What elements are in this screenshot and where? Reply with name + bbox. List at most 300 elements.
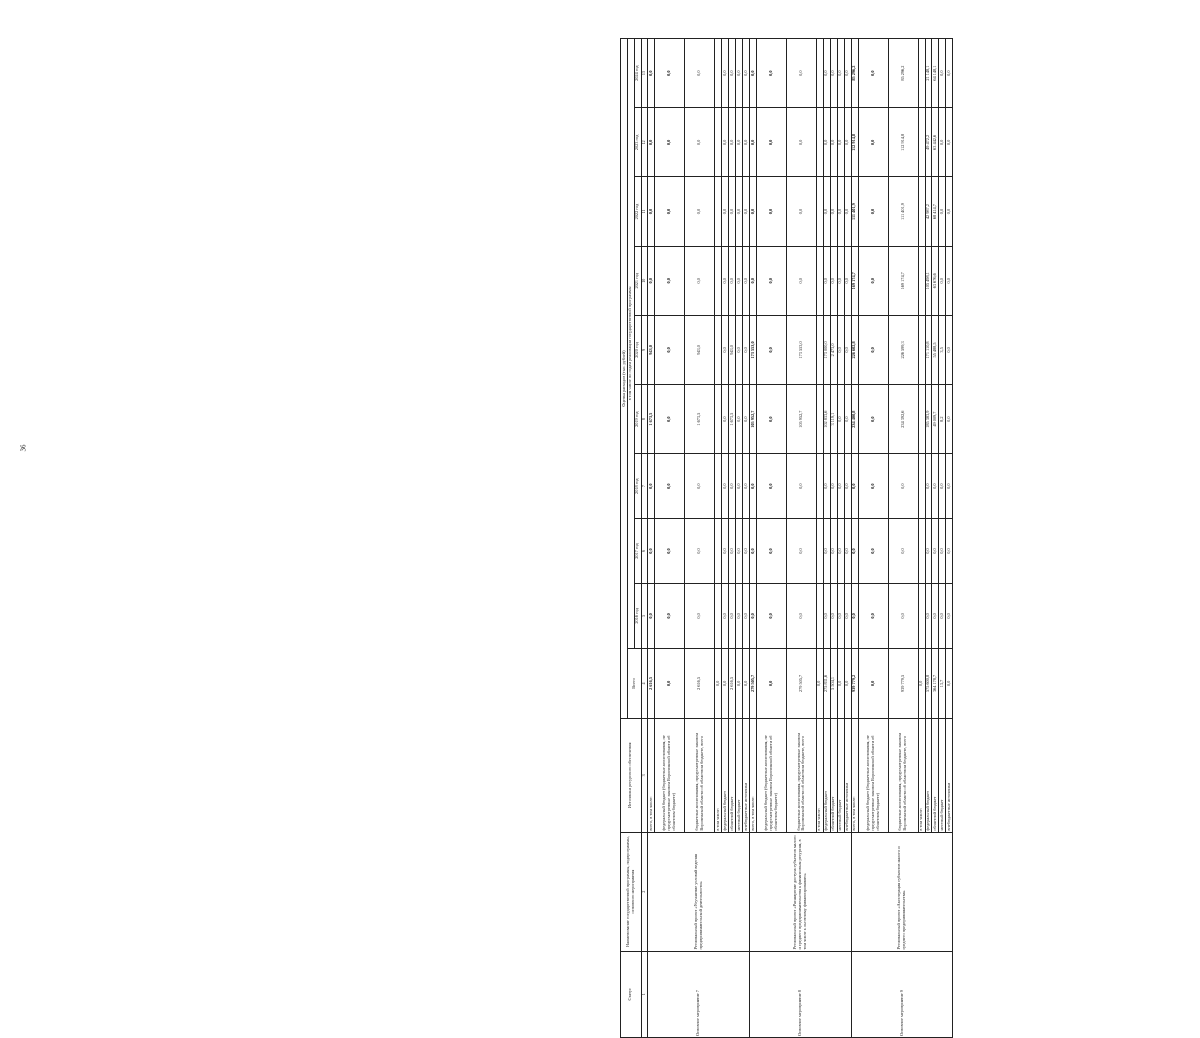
value-cell: 1 673,5 bbox=[685, 385, 715, 454]
value-cell: 0,0 bbox=[823, 108, 830, 177]
value-cell: 0,0 bbox=[756, 519, 786, 584]
value-cell: 0,0 bbox=[756, 648, 786, 718]
header-status: Статус bbox=[621, 951, 642, 1037]
value-cell: 0,0 bbox=[736, 315, 743, 384]
value-cell: 0,0 bbox=[648, 519, 655, 584]
value-cell: 0,0 bbox=[655, 583, 685, 648]
header-year: 2023 год bbox=[634, 108, 641, 177]
value-cell: 105 498,1 bbox=[925, 246, 932, 315]
value-cell: 0,0 bbox=[946, 648, 953, 718]
value-cell: 0,0 bbox=[729, 108, 736, 177]
value-cell: 0,0 bbox=[851, 454, 858, 519]
value-cell: 0,0 bbox=[743, 108, 750, 177]
value-cell: 0,0 bbox=[750, 454, 757, 519]
value-cell bbox=[816, 519, 823, 584]
value-cell: 21 148,1 bbox=[925, 39, 932, 108]
value-cell: 0,0 bbox=[816, 648, 823, 718]
value-cell: 0,0 bbox=[858, 39, 888, 108]
value-cell: 0,0 bbox=[756, 583, 786, 648]
value-cell: 85 296,2 bbox=[888, 39, 918, 108]
value-cell: 939 779,2 bbox=[851, 648, 858, 718]
value-cell: 0,0 bbox=[756, 39, 786, 108]
value-cell: 0,0 bbox=[743, 583, 750, 648]
value-cell: 0,0 bbox=[729, 454, 736, 519]
column-number: 7 bbox=[641, 454, 648, 519]
value-cell: 0,0 bbox=[939, 454, 946, 519]
value-cell: 0,0 bbox=[729, 583, 736, 648]
value-cell bbox=[918, 385, 925, 454]
value-cell: 279 505,7 bbox=[786, 648, 816, 718]
source-cell: федеральный бюджет bbox=[722, 719, 729, 833]
value-cell: 0,0 bbox=[750, 108, 757, 177]
value-cell: 0,0 bbox=[939, 246, 946, 315]
header-year: 2022 год bbox=[634, 177, 641, 246]
value-cell: 0,0 bbox=[648, 177, 655, 246]
value-cell: 0,0 bbox=[722, 315, 729, 384]
value-cell: 0,0 bbox=[837, 315, 844, 384]
value-cell: 0,0 bbox=[743, 177, 750, 246]
value-cell: 0,0 bbox=[837, 583, 844, 648]
source-cell: местный бюджет bbox=[736, 719, 743, 833]
value-cell: 0,0 bbox=[851, 583, 858, 648]
value-cell: 0,0 bbox=[736, 246, 743, 315]
value-cell: 0,0 bbox=[729, 519, 736, 584]
source-cell: бюджетные ассигнования, предусмотренные законом Воронежской области об областном бюджете, всего bbox=[685, 719, 715, 833]
value-cell: 85 296,2 bbox=[851, 39, 858, 108]
value-cell: 0,0 bbox=[844, 648, 851, 718]
value-cell: 185 383,9 bbox=[925, 385, 932, 454]
value-cell: 0,0 bbox=[837, 519, 844, 584]
value-cell: 0,0 bbox=[648, 583, 655, 648]
header-total: Всего bbox=[627, 648, 641, 718]
value-cell: 0,0 bbox=[743, 519, 750, 584]
value-cell: 0,0 bbox=[823, 583, 830, 648]
value-cell: 8,2 bbox=[939, 385, 946, 454]
header-estimate: Оценка расходов (тыс. рублей) bbox=[621, 39, 628, 719]
value-cell: 0,0 bbox=[750, 246, 757, 315]
value-cell: 0,0 bbox=[786, 108, 816, 177]
header-year: 2016 год bbox=[634, 583, 641, 648]
column-number: 3 bbox=[641, 719, 648, 833]
value-cell bbox=[816, 246, 823, 315]
value-cell: 275 831,6 bbox=[823, 648, 830, 718]
value-cell: 49 472,2 bbox=[925, 108, 932, 177]
value-cell: 0,0 bbox=[655, 108, 685, 177]
source-cell: всего, в том числе: bbox=[851, 719, 858, 833]
value-cell: 0,0 bbox=[743, 454, 750, 519]
value-cell: 0,0 bbox=[722, 454, 729, 519]
source-cell: внебюджетные источники bbox=[844, 719, 851, 833]
source-cell: федеральный бюджет (бюджетные ассигнования, не предусмотренные законом Воронежской области об областном бюджете) bbox=[756, 719, 786, 833]
value-cell bbox=[715, 246, 722, 315]
value-cell: 0,0 bbox=[729, 39, 736, 108]
value-cell: 0,0 bbox=[858, 315, 888, 384]
value-cell: 0,0 bbox=[837, 648, 844, 718]
value-cell: 0,0 bbox=[655, 315, 685, 384]
source-cell: федеральный бюджет (бюджетные ассигнования, не предусмотренные законом Воронежской области об областном бюджете) bbox=[655, 719, 685, 833]
header-column-numbers bbox=[641, 39, 648, 1038]
value-cell: 575 600,8 bbox=[925, 648, 932, 718]
table-header bbox=[621, 39, 648, 1038]
value-cell: 0,0 bbox=[837, 39, 844, 108]
value-cell: 0,0 bbox=[722, 108, 729, 177]
source-cell: федеральный бюджет bbox=[823, 719, 830, 833]
value-cell: 0,0 bbox=[844, 315, 851, 384]
value-cell: 0,0 bbox=[685, 519, 715, 584]
column-number: 4 bbox=[641, 648, 648, 718]
value-cell bbox=[918, 177, 925, 246]
value-cell: 0,0 bbox=[685, 454, 715, 519]
value-cell: 0,0 bbox=[946, 246, 953, 315]
header-including: в том числе по годам реализации государственной программы bbox=[627, 39, 634, 649]
source-cell: бюджетные ассигнования, предусмотренные законом Воронежской области об областном бюджете, всего bbox=[888, 719, 918, 833]
rotated-table-wrapper bbox=[620, 38, 1200, 1038]
value-cell: 0,0 bbox=[736, 385, 743, 454]
name-cell: Региональный проект «Расширение доступа субъектов малого и среднего предпринимательства к финансовым ресурсам, в том числе к льготному финансированию» bbox=[750, 832, 852, 951]
header-year: 2018 год bbox=[634, 454, 641, 519]
value-cell: 3 119,1 bbox=[830, 385, 837, 454]
source-cell: бюджетные ассигнования, предусмотренные законом Воронежской области об областном бюджете, всего bbox=[786, 719, 816, 833]
value-cell: 0,0 bbox=[685, 246, 715, 315]
value-cell: 0,0 bbox=[844, 246, 851, 315]
header-year: 2024 год bbox=[634, 39, 641, 108]
source-cell: областной бюджет bbox=[932, 719, 939, 833]
value-cell: 111 401,9 bbox=[851, 177, 858, 246]
header-year: 2021 год bbox=[634, 246, 641, 315]
value-cell: 0,0 bbox=[743, 315, 750, 384]
value-cell: 0,0 bbox=[648, 454, 655, 519]
value-cell: 0,0 bbox=[743, 39, 750, 108]
page-number: 36 bbox=[19, 444, 28, 452]
value-cell: 0,0 bbox=[722, 583, 729, 648]
value-cell: 0,0 bbox=[756, 385, 786, 454]
value-cell: 0,0 bbox=[858, 519, 888, 584]
value-cell: 0,0 bbox=[946, 108, 953, 177]
value-cell: 0,0 bbox=[722, 519, 729, 584]
source-cell: в том числе: bbox=[816, 719, 823, 833]
value-cell bbox=[816, 454, 823, 519]
value-cell: 0,0 bbox=[939, 519, 946, 584]
value-cell: 0,0 bbox=[786, 454, 816, 519]
value-cell: 939 779,5 bbox=[888, 648, 918, 718]
value-cell: 0,0 bbox=[823, 454, 830, 519]
column-number: 9 bbox=[641, 315, 648, 384]
value-cell: 0,0 bbox=[888, 454, 918, 519]
value-cell: 55 488,5 bbox=[932, 315, 939, 384]
column-number: 2 bbox=[641, 832, 648, 951]
header-name: Наименование государственной программы, подпрограммы, основного мероприятия bbox=[621, 832, 642, 951]
budget-table bbox=[620, 38, 953, 1038]
source-cell: в том числе: bbox=[715, 719, 722, 833]
value-cell: 0,0 bbox=[939, 108, 946, 177]
value-cell: 364 178,7 bbox=[932, 648, 939, 718]
value-cell: 13,7 bbox=[939, 648, 946, 718]
header-year: 2017 год bbox=[634, 519, 641, 584]
value-cell bbox=[918, 39, 925, 108]
value-cell: 64 148,1 bbox=[932, 39, 939, 108]
value-cell: 0,0 bbox=[946, 39, 953, 108]
value-cell: 0,0 bbox=[837, 385, 844, 454]
value-cell bbox=[816, 39, 823, 108]
value-cell: 0,0 bbox=[685, 177, 715, 246]
value-cell: 0,0 bbox=[736, 583, 743, 648]
value-cell: 105 952,7 bbox=[750, 385, 757, 454]
value-cell: 0,0 bbox=[729, 246, 736, 315]
value-cell: 0,0 bbox=[823, 177, 830, 246]
name-cell: Региональный проект «Улучшение условий ведения предпринимательской деятельности» bbox=[648, 832, 750, 951]
value-cell: 0,0 bbox=[858, 108, 888, 177]
value-cell: 0,0 bbox=[844, 177, 851, 246]
value-cell: 943,0 bbox=[685, 315, 715, 384]
value-cell bbox=[918, 246, 925, 315]
source-cell: федеральный бюджет (бюджетные ассигнования, не предусмотренные законом Воронежской области об областном бюджете) bbox=[858, 719, 888, 833]
value-cell: 0,0 bbox=[715, 648, 722, 718]
value-cell: 0,0 bbox=[858, 583, 888, 648]
value-cell bbox=[918, 583, 925, 648]
value-cell: 0,0 bbox=[756, 315, 786, 384]
value-cell: 0,0 bbox=[823, 519, 830, 584]
value-cell: 0,0 bbox=[655, 246, 685, 315]
value-cell: 0,0 bbox=[932, 454, 939, 519]
value-cell bbox=[715, 454, 722, 519]
source-cell: местный бюджет bbox=[939, 719, 946, 833]
value-cell: 0,0 bbox=[743, 648, 750, 718]
value-cell: 279 505,7 bbox=[750, 648, 757, 718]
value-cell: 0,0 bbox=[750, 583, 757, 648]
value-cell bbox=[715, 177, 722, 246]
value-cell: 0,0 bbox=[939, 39, 946, 108]
value-cell: 0,0 bbox=[756, 177, 786, 246]
value-cell: 2 616,5 bbox=[729, 648, 736, 718]
value-cell: 0,0 bbox=[648, 246, 655, 315]
source-cell: в том числе: bbox=[918, 719, 925, 833]
value-cell: 0,0 bbox=[743, 246, 750, 315]
value-cell: 0,0 bbox=[655, 454, 685, 519]
value-cell: 0,0 bbox=[830, 454, 837, 519]
value-cell bbox=[816, 315, 823, 384]
value-cell: 1 673,5 bbox=[729, 385, 736, 454]
source-cell: внебюджетные источники bbox=[946, 719, 953, 833]
value-cell: 169 174,7 bbox=[851, 246, 858, 315]
value-cell: 0,0 bbox=[858, 648, 888, 718]
value-cell: 0,0 bbox=[736, 108, 743, 177]
value-cell: 0,0 bbox=[722, 648, 729, 718]
value-cell: 173 553,0 bbox=[750, 315, 757, 384]
value-cell: 49 009,7 bbox=[932, 385, 939, 454]
value-cell: 0,0 bbox=[655, 519, 685, 584]
value-cell: 0,0 bbox=[722, 177, 729, 246]
value-cell: 0,0 bbox=[736, 648, 743, 718]
value-cell: 0,0 bbox=[685, 39, 715, 108]
value-cell: 234 392,6 bbox=[888, 385, 918, 454]
column-number: 12 bbox=[641, 108, 648, 177]
value-cell bbox=[715, 108, 722, 177]
column-number: 1 bbox=[641, 951, 648, 1037]
value-cell: 0,0 bbox=[946, 583, 953, 648]
value-cell: 0,0 bbox=[939, 177, 946, 246]
value-cell: 943,0 bbox=[729, 315, 736, 384]
value-cell: 111 401,9 bbox=[888, 177, 918, 246]
value-cell: 0,0 bbox=[648, 39, 655, 108]
value-cell: 0,0 bbox=[837, 246, 844, 315]
source-cell: всего, в том числе: bbox=[750, 719, 757, 833]
value-cell: 0,0 bbox=[888, 519, 918, 584]
value-cell: 0,0 bbox=[750, 519, 757, 584]
value-cell: 102 833,6 bbox=[823, 385, 830, 454]
value-cell: 0,0 bbox=[946, 315, 953, 384]
header-year: 2020 год bbox=[634, 315, 641, 384]
value-cell: 234 400,8 bbox=[851, 385, 858, 454]
value-cell: 0,0 bbox=[939, 583, 946, 648]
table-row bbox=[851, 39, 858, 1038]
value-cell: 0,0 bbox=[736, 39, 743, 108]
value-cell: 2 616,5 bbox=[685, 648, 715, 718]
column-number: 10 bbox=[641, 246, 648, 315]
value-cell: 0,0 bbox=[946, 177, 953, 246]
value-cell: 0,0 bbox=[858, 454, 888, 519]
source-cell: федеральный бюджет bbox=[925, 719, 932, 833]
value-cell: 1 673,5 bbox=[648, 385, 655, 454]
value-cell: 0,0 bbox=[750, 177, 757, 246]
value-cell: 0,0 bbox=[756, 108, 786, 177]
value-cell: 943,0 bbox=[648, 315, 655, 384]
value-cell: 0,0 bbox=[851, 519, 858, 584]
value-cell: 0,0 bbox=[655, 39, 685, 108]
value-cell: 2 616,5 bbox=[648, 648, 655, 718]
source-cell: внебюджетные источники bbox=[743, 719, 750, 833]
value-cell: 0,0 bbox=[655, 385, 685, 454]
column-number: 5 bbox=[641, 583, 648, 648]
value-cell: 0,0 bbox=[844, 583, 851, 648]
value-cell: 0,0 bbox=[786, 583, 816, 648]
name-cell: Региональный проект «Акселерация субъектов малого и среднего предпринимательства» bbox=[851, 832, 953, 951]
value-cell: 0,0 bbox=[655, 177, 685, 246]
value-cell: 0,0 bbox=[946, 454, 953, 519]
value-cell bbox=[715, 583, 722, 648]
value-cell: 0,0 bbox=[786, 246, 816, 315]
value-cell: 173 553,0 bbox=[786, 315, 816, 384]
value-cell: 226 599,3 bbox=[888, 315, 918, 384]
value-cell: 0,0 bbox=[858, 177, 888, 246]
value-cell: 0,0 bbox=[786, 177, 816, 246]
value-cell: 0,0 bbox=[722, 39, 729, 108]
table-body bbox=[648, 39, 953, 1038]
value-cell bbox=[918, 108, 925, 177]
value-cell: 0,0 bbox=[685, 108, 715, 177]
value-cell: 112 914,8 bbox=[888, 108, 918, 177]
value-cell: 0,0 bbox=[844, 519, 851, 584]
value-cell: 0,0 bbox=[736, 177, 743, 246]
value-cell: 2 473,0 bbox=[830, 315, 837, 384]
value-cell: 0,0 bbox=[830, 246, 837, 315]
value-cell: 0,0 bbox=[830, 39, 837, 108]
value-cell: 63 676,6 bbox=[932, 246, 939, 315]
value-cell: 173 000,0 bbox=[823, 315, 830, 384]
value-cell: 0,0 bbox=[743, 385, 750, 454]
status-cell: Основное мероприятие 7 bbox=[648, 951, 750, 1037]
value-cell: 3,5 bbox=[939, 315, 946, 384]
value-cell: 0,0 bbox=[756, 246, 786, 315]
value-cell: 63 442,6 bbox=[932, 108, 939, 177]
value-cell: 0,0 bbox=[837, 454, 844, 519]
value-cell: 5 504,1 bbox=[830, 648, 837, 718]
value-cell: 0,0 bbox=[844, 108, 851, 177]
value-cell: 0,0 bbox=[888, 583, 918, 648]
source-cell: областной бюджет bbox=[830, 719, 837, 833]
value-cell: 0,0 bbox=[932, 583, 939, 648]
value-cell: 0,0 bbox=[722, 246, 729, 315]
table-row bbox=[648, 39, 655, 1038]
value-cell: 0,0 bbox=[830, 177, 837, 246]
value-cell: 0,0 bbox=[858, 385, 888, 454]
value-cell: 0,0 bbox=[844, 454, 851, 519]
value-cell bbox=[715, 385, 722, 454]
column-number: 11 bbox=[641, 177, 648, 246]
value-cell: 0,0 bbox=[918, 648, 925, 718]
value-cell: 226 602,8 bbox=[851, 315, 858, 384]
source-cell: местный бюджет bbox=[837, 719, 844, 833]
value-cell: 0,0 bbox=[946, 385, 953, 454]
value-cell: 0,0 bbox=[844, 385, 851, 454]
value-cell: 0,0 bbox=[946, 519, 953, 584]
value-cell: 0,0 bbox=[786, 39, 816, 108]
header-source: Источники ресурсного обеспечения bbox=[621, 719, 642, 833]
status-cell: Основное мероприятие 8 bbox=[750, 951, 852, 1037]
value-cell bbox=[816, 177, 823, 246]
value-cell: 68 414,7 bbox=[932, 177, 939, 246]
value-cell: 0,0 bbox=[858, 246, 888, 315]
value-cell: 0,0 bbox=[925, 519, 932, 584]
value-cell: 0,0 bbox=[830, 583, 837, 648]
value-cell bbox=[715, 39, 722, 108]
value-cell: 0,0 bbox=[736, 519, 743, 584]
value-cell: 0,0 bbox=[932, 519, 939, 584]
header-year: 2019 год bbox=[634, 385, 641, 454]
value-cell: 0,0 bbox=[925, 583, 932, 648]
value-cell: 169 174,7 bbox=[888, 246, 918, 315]
source-cell: всего, в том числе: bbox=[648, 719, 655, 833]
column-number: 6 bbox=[641, 519, 648, 584]
value-cell bbox=[715, 315, 722, 384]
value-cell: 0,0 bbox=[830, 519, 837, 584]
value-cell: 112 914,8 bbox=[851, 108, 858, 177]
value-cell: 171 110,8 bbox=[925, 315, 932, 384]
value-cell: 0,0 bbox=[837, 108, 844, 177]
value-cell bbox=[918, 454, 925, 519]
value-cell: 0,0 bbox=[648, 108, 655, 177]
column-number: 13 bbox=[641, 39, 648, 108]
value-cell: 0,0 bbox=[844, 39, 851, 108]
value-cell: 42 987,2 bbox=[925, 177, 932, 246]
source-cell: областной бюджет bbox=[729, 719, 736, 833]
value-cell bbox=[816, 108, 823, 177]
value-cell bbox=[918, 519, 925, 584]
value-cell: 0,0 bbox=[729, 177, 736, 246]
value-cell: 0,0 bbox=[823, 39, 830, 108]
value-cell: 0,0 bbox=[830, 108, 837, 177]
value-cell: 0,0 bbox=[736, 454, 743, 519]
value-cell: 0,0 bbox=[837, 177, 844, 246]
value-cell: 0,0 bbox=[925, 454, 932, 519]
value-cell: 0,0 bbox=[655, 648, 685, 718]
value-cell bbox=[715, 519, 722, 584]
status-cell: Основное мероприятие 9 bbox=[851, 951, 953, 1037]
value-cell: 0,0 bbox=[722, 385, 729, 454]
value-cell: 0,0 bbox=[823, 246, 830, 315]
value-cell: 0,0 bbox=[786, 519, 816, 584]
value-cell: 0,0 bbox=[756, 454, 786, 519]
value-cell bbox=[918, 315, 925, 384]
